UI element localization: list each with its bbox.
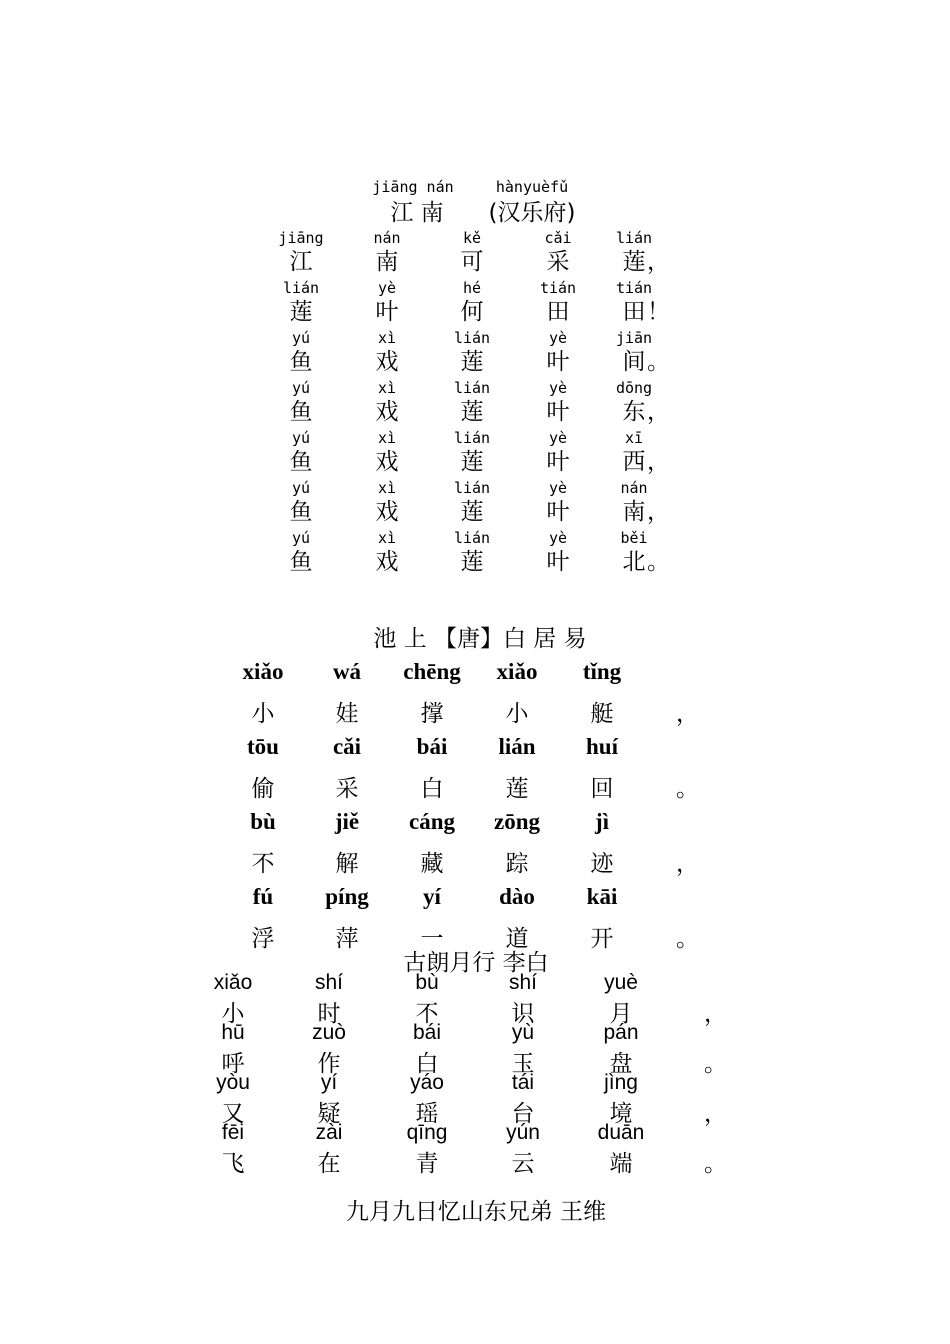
hanzi-char: 青 xyxy=(415,1151,439,1177)
hanzi-char: 台 xyxy=(511,1101,535,1127)
pinyin-syllable: píng xyxy=(325,884,369,909)
hanzi-char: 可 xyxy=(460,249,484,275)
hanzi-char: 小 xyxy=(505,701,529,727)
pinyin-syllable: hū xyxy=(221,1021,245,1044)
hanzi-char: 南 xyxy=(622,499,646,525)
hanzi-char: 不 xyxy=(415,1001,439,1027)
hanzi-char: 端 xyxy=(609,1151,633,1177)
pinyin-syllable: xì xyxy=(377,429,397,447)
hanzi-char: 江 xyxy=(289,249,313,275)
pinyin-syllable: cǎi xyxy=(332,734,362,759)
poem1-title-pinyin: jiāng nán xyxy=(372,178,454,196)
hanzi-char: 鱼 xyxy=(289,549,313,575)
hanzi-char: 莲 xyxy=(460,449,484,475)
pinyin-syllable: hé xyxy=(462,279,482,297)
hanzi-char: 田 xyxy=(546,299,570,325)
hanzi-char: 时 xyxy=(317,1001,341,1027)
pinyin-syllable: chēng xyxy=(403,659,461,684)
hanzi-char: 叶 xyxy=(546,449,570,475)
pinyin-syllable: cáng xyxy=(409,809,455,834)
hanzi-char: 盘 xyxy=(609,1051,633,1077)
hanzi-char: 采 xyxy=(546,249,570,275)
hanzi-char: 采 xyxy=(335,776,359,802)
pinyin-syllable: bái xyxy=(416,734,448,759)
poem1-title: 江 南 xyxy=(390,200,444,226)
poem4-title: 九月九日忆山东兄弟 王维 xyxy=(345,1199,607,1225)
hanzi-char: 鱼 xyxy=(289,349,313,375)
hanzi-char: 南 xyxy=(375,249,399,275)
hanzi-char: 撑 xyxy=(420,701,444,727)
hanzi-char: 萍 xyxy=(335,926,359,952)
hanzi-char: 莲 xyxy=(460,349,484,375)
hanzi-char: 白 xyxy=(415,1051,439,1077)
hanzi-char: 识 xyxy=(511,1001,535,1027)
punctuation: ！ xyxy=(647,299,670,325)
pinyin-syllable: lián xyxy=(453,329,491,347)
hanzi-char: 叶 xyxy=(546,499,570,525)
hanzi-char: 小 xyxy=(221,1001,245,1027)
pinyin-syllable: yè xyxy=(548,479,568,497)
pinyin-syllable: xì xyxy=(377,529,397,547)
pinyin-syllable: xì xyxy=(377,329,397,347)
punctuation: ， xyxy=(647,499,670,525)
pinyin-syllable: yè xyxy=(548,429,568,447)
pinyin-syllable: dào xyxy=(499,884,535,909)
hanzi-char: 一 xyxy=(420,926,444,952)
pinyin-syllable: yè xyxy=(548,379,568,397)
hanzi-char: 藏 xyxy=(420,851,444,877)
pinyin-syllable: nán xyxy=(620,479,648,497)
pinyin-syllable: lián xyxy=(282,279,320,297)
pinyin-syllable: yè xyxy=(548,329,568,347)
hanzi-char: 叶 xyxy=(375,299,399,325)
pinyin-syllable: shí xyxy=(314,971,344,994)
pinyin-syllable: wá xyxy=(332,659,362,684)
pinyin-syllable: yè xyxy=(548,529,568,547)
pinyin-syllable: tǐng xyxy=(582,659,622,684)
pinyin-syllable: kě xyxy=(462,229,482,247)
punctuation: ， xyxy=(704,1001,727,1027)
pinyin-syllable: yuè xyxy=(604,971,638,994)
pinyin-syllable: fú xyxy=(252,884,274,909)
punctuation: 。 xyxy=(647,549,670,575)
pinyin-syllable: yú xyxy=(291,529,311,547)
punctuation: ， xyxy=(704,1101,727,1127)
pinyin-syllable: bái xyxy=(412,1021,442,1044)
hanzi-char: 踪 xyxy=(505,851,529,877)
pinyin-syllable: yú xyxy=(291,429,311,447)
pinyin-syllable: yú xyxy=(291,479,311,497)
hanzi-char: 戏 xyxy=(375,399,399,425)
pinyin-syllable: yú xyxy=(291,329,311,347)
pinyin-syllable: kāi xyxy=(586,884,618,909)
poem2-title: 池 上 【唐】白 居 易 xyxy=(373,626,587,652)
hanzi-char: 又 xyxy=(221,1101,245,1127)
pinyin-syllable: cǎi xyxy=(544,229,572,247)
hanzi-char: 不 xyxy=(251,851,275,877)
hanzi-char: 玉 xyxy=(511,1051,535,1077)
pinyin-syllable: zuò xyxy=(312,1021,346,1044)
pinyin-syllable: jiān xyxy=(615,329,653,347)
hanzi-char: 戏 xyxy=(375,499,399,525)
punctuation: ， xyxy=(647,449,670,475)
hanzi-char: 莲 xyxy=(460,399,484,425)
punctuation: 。 xyxy=(704,1151,727,1177)
punctuation: ， xyxy=(676,851,699,877)
hanzi-char: 鱼 xyxy=(289,399,313,425)
pinyin-syllable: yù xyxy=(511,1021,535,1044)
pinyin-syllable: nán xyxy=(373,229,401,247)
hanzi-char: 莲 xyxy=(505,776,529,802)
pinyin-syllable: xiǎo xyxy=(242,659,284,684)
hanzi-char: 娃 xyxy=(335,701,359,727)
pinyin-syllable: zài xyxy=(315,1121,343,1144)
punctuation: ， xyxy=(647,399,670,425)
hanzi-char: 莲 xyxy=(460,499,484,525)
punctuation: 。 xyxy=(647,349,670,375)
hanzi-char: 叶 xyxy=(546,549,570,575)
pinyin-syllable: jì xyxy=(594,809,610,834)
pinyin-syllable: xiǎo xyxy=(496,659,538,684)
pinyin-syllable: tōu xyxy=(247,734,279,759)
hanzi-char: 迹 xyxy=(590,851,614,877)
pinyin-syllable: yí xyxy=(423,884,441,909)
pinyin-syllable: huí xyxy=(586,734,618,759)
pinyin-syllable: shí xyxy=(508,971,538,994)
pinyin-syllable: yè xyxy=(377,279,397,297)
pinyin-syllable: yòu xyxy=(216,1071,250,1094)
hanzi-char: 鱼 xyxy=(289,449,313,475)
hanzi-char: 叶 xyxy=(546,399,570,425)
hanzi-char: 偷 xyxy=(251,776,275,802)
hanzi-char: 回 xyxy=(590,776,614,802)
hanzi-char: 莲 xyxy=(289,299,313,325)
pinyin-syllable: xī xyxy=(624,429,644,447)
hanzi-char: 解 xyxy=(335,851,359,877)
hanzi-char: 呼 xyxy=(221,1051,245,1077)
hanzi-char: 云 xyxy=(511,1151,535,1177)
pinyin-syllable: lián xyxy=(453,379,491,397)
pinyin-syllable: lián xyxy=(453,429,491,447)
hanzi-char: 在 xyxy=(317,1151,341,1177)
pinyin-syllable: dōng xyxy=(615,379,653,397)
hanzi-char: 开 xyxy=(590,926,614,952)
pinyin-syllable: zōng xyxy=(494,809,540,834)
pinyin-syllable: lián xyxy=(498,734,536,759)
hanzi-char: 叶 xyxy=(546,349,570,375)
pinyin-syllable: yú xyxy=(291,379,311,397)
pinyin-syllable: jiāng xyxy=(278,229,324,247)
hanzi-char: 鱼 xyxy=(289,499,313,525)
punctuation: 。 xyxy=(676,776,699,802)
hanzi-char: 戏 xyxy=(375,349,399,375)
pinyin-syllable: lián xyxy=(615,229,653,247)
hanzi-char: 间 xyxy=(622,349,646,375)
hanzi-char: 浮 xyxy=(251,926,275,952)
pinyin-syllable: běi xyxy=(620,529,648,547)
pinyin-syllable: jiě xyxy=(334,809,360,834)
hanzi-char: 东 xyxy=(622,399,646,425)
hanzi-char: 疑 xyxy=(317,1101,341,1127)
hanzi-char: 戏 xyxy=(375,449,399,475)
hanzi-char: 道 xyxy=(505,926,529,952)
pinyin-syllable: yún xyxy=(506,1121,540,1144)
pinyin-syllable: yí xyxy=(320,1071,338,1094)
pinyin-syllable: fēi xyxy=(221,1121,245,1144)
pinyin-syllable: pán xyxy=(603,1021,639,1044)
pinyin-syllable: bù xyxy=(250,809,276,834)
pinyin-syllable: lián xyxy=(453,529,491,547)
pinyin-syllable: duān xyxy=(597,1121,645,1144)
hanzi-char: 莲 xyxy=(622,249,646,275)
poem1-source: (汉乐府) xyxy=(488,200,576,226)
hanzi-char: 作 xyxy=(317,1051,341,1077)
punctuation: 。 xyxy=(704,1051,727,1077)
hanzi-char: 何 xyxy=(460,299,484,325)
hanzi-char: 戏 xyxy=(375,549,399,575)
hanzi-char: 莲 xyxy=(460,549,484,575)
hanzi-char: 西 xyxy=(622,449,646,475)
hanzi-char: 艇 xyxy=(590,701,614,727)
pinyin-syllable: qīng xyxy=(406,1121,448,1144)
hanzi-char: 瑶 xyxy=(415,1101,439,1127)
pinyin-syllable: jìng xyxy=(604,1071,638,1094)
hanzi-char: 月 xyxy=(609,1001,633,1027)
hanzi-char: 小 xyxy=(251,701,275,727)
pinyin-syllable: xì xyxy=(377,479,397,497)
pinyin-syllable: xiǎo xyxy=(213,971,253,994)
pinyin-syllable: tián xyxy=(539,279,577,297)
pinyin-syllable: xì xyxy=(377,379,397,397)
punctuation: ， xyxy=(647,249,670,275)
hanzi-char: 飞 xyxy=(221,1151,245,1177)
hanzi-char: 北 xyxy=(622,549,646,575)
hanzi-char: 白 xyxy=(420,776,444,802)
poem3-title: 古朗月行 李白 xyxy=(403,950,549,976)
punctuation: ， xyxy=(676,701,699,727)
poem1-source-pinyin: hànyuèfǔ xyxy=(495,178,569,196)
pinyin-syllable: bù xyxy=(415,971,439,994)
pinyin-syllable: lián xyxy=(453,479,491,497)
hanzi-char: 境 xyxy=(609,1101,633,1127)
punctuation: 。 xyxy=(676,926,699,952)
pinyin-syllable: tián xyxy=(615,279,653,297)
hanzi-char: 田 xyxy=(622,299,646,325)
pinyin-syllable: tái xyxy=(511,1071,535,1094)
pinyin-syllable: yáo xyxy=(410,1071,444,1094)
